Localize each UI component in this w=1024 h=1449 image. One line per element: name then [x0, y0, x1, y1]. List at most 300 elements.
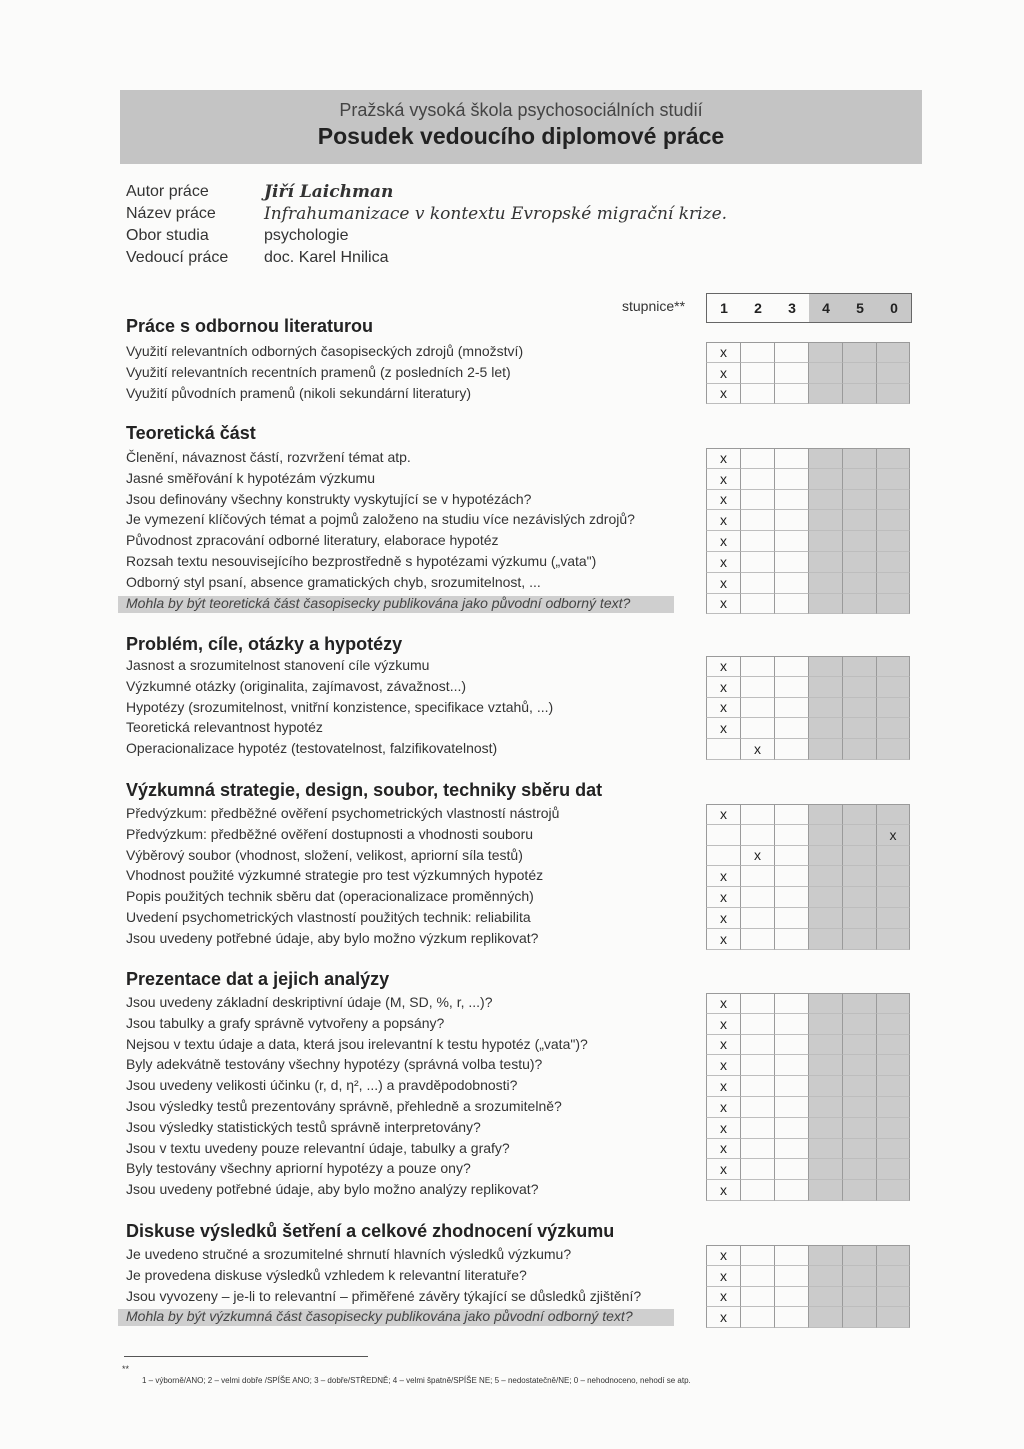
- rating-cells: [706, 594, 910, 615]
- criterion-text: Mohla by být teoretická část časopisecky publikována jako původní odborný text?: [126, 594, 631, 611]
- rating-cell: [842, 594, 876, 615]
- rating-mark: x: [706, 866, 740, 887]
- rating-cell: [842, 1287, 876, 1308]
- rating-cell: [876, 1014, 910, 1035]
- rating-cells: [706, 363, 910, 384]
- rating-cell: [774, 1014, 808, 1035]
- rating-cell: [842, 1097, 876, 1118]
- rating-cell: [740, 1097, 774, 1118]
- rating-cell: [808, 342, 842, 363]
- rating-cell: [740, 384, 774, 405]
- criterion-text: Jasné směřování k hypotézám výzkumu: [126, 469, 375, 486]
- rating-mark: x: [706, 384, 740, 405]
- rating-cell: [740, 1076, 774, 1097]
- rating-cell: [876, 804, 910, 825]
- rating-cells: [706, 1180, 910, 1201]
- document-title: Posudek vedoucího diplomové práce: [317, 123, 725, 149]
- info-row-author: [126, 181, 727, 203]
- rating-cell: [808, 573, 842, 594]
- criterion-row: [126, 342, 926, 363]
- rating-cell: [808, 594, 842, 615]
- rating-cell: [774, 1287, 808, 1308]
- criterion-row: [126, 908, 926, 929]
- rating-mark: x: [876, 825, 910, 846]
- criterion-row: [126, 531, 926, 552]
- rating-mark: x: [706, 908, 740, 929]
- rating-cell: [774, 1097, 808, 1118]
- rating-cell: [842, 908, 876, 929]
- criterion-row: [126, 1014, 926, 1035]
- rating-cell: [876, 1307, 910, 1328]
- rating-cells: [706, 1266, 910, 1287]
- rating-cell: [774, 677, 808, 698]
- rating-cell: [808, 531, 842, 552]
- rating-cell: [876, 866, 910, 887]
- criterion-row: [126, 656, 926, 677]
- rating-cell: [876, 656, 910, 677]
- rating-cell: [740, 929, 774, 950]
- rating-mark: x: [706, 1245, 740, 1266]
- rating-mark: x: [706, 1097, 740, 1118]
- rating-cell: [774, 1118, 808, 1139]
- rating-cells: [706, 825, 910, 846]
- rating-cell: [876, 1159, 910, 1180]
- rating-cell: [876, 594, 910, 615]
- rating-cells: [706, 739, 910, 760]
- rating-cell: [740, 552, 774, 573]
- rating-cells: [706, 887, 910, 908]
- rating-cell: [808, 1118, 842, 1139]
- rating-cells: [706, 342, 910, 363]
- criterion-text: Jsou uvedeny potřebné údaje, aby bylo možno analýzy replikovat?: [126, 1181, 539, 1198]
- rating-cell: [808, 677, 842, 698]
- scale-value: 5: [843, 294, 877, 322]
- rating-mark: x: [706, 490, 740, 511]
- rating-cells: [706, 469, 910, 490]
- criterion-row: [126, 363, 926, 384]
- rating-cell: [740, 448, 774, 469]
- criterion-text: Nejsou v textu údaje a data, která jsou irelevantní k testu hypotéz („vata")?: [126, 1035, 588, 1052]
- rating-cell: [842, 1014, 876, 1035]
- rating-mark: x: [706, 1035, 740, 1056]
- scale-value: 0: [877, 294, 911, 322]
- criteria-list: [126, 1245, 926, 1328]
- rating-cell: [842, 929, 876, 950]
- rating-mark: x: [706, 1307, 740, 1328]
- rating-cell: [808, 1014, 842, 1035]
- rating-cell: [842, 887, 876, 908]
- rating-cell: [808, 384, 842, 405]
- criterion-text: Vhodnost použité výzkumné strategie pro test výzkumných hypotéz: [126, 867, 544, 884]
- criterion-text: Původnost zpracování odborné literatury, elaborace hypotéz: [126, 532, 499, 549]
- rating-cell: [740, 490, 774, 511]
- criterion-text: Využití relevantních odborných časopiseckých zdrojů (množství): [126, 343, 524, 359]
- criterion-text: Jsou uvedeny velikosti účinku (r, d, η², ...) a pravděpodobnosti?: [126, 1077, 518, 1094]
- rating-mark: x: [706, 718, 740, 739]
- section-title: Prezentace dat a jejich analýzy: [126, 969, 390, 989]
- rating-cells: [706, 531, 910, 552]
- rating-cells: [706, 490, 910, 511]
- criterion-text: Odborný styl psaní, absence gramatických chyb, srozumitelnost, ...: [126, 573, 541, 590]
- criteria-list: [126, 804, 926, 950]
- rating-cell: [808, 1139, 842, 1160]
- criterion-text: Jsou definovány všechny konstrukty vyskytující se v hypotézách?: [126, 490, 532, 507]
- rating-cell: [774, 908, 808, 929]
- rating-cell: [774, 594, 808, 615]
- rating-cells: [706, 656, 910, 677]
- rating-cell: [808, 1055, 842, 1076]
- rating-mark: x: [706, 531, 740, 552]
- rating-cell: [740, 342, 774, 363]
- rating-cell: [842, 552, 876, 573]
- rating-cell: [740, 1159, 774, 1180]
- criterion-text: Je uvedeno stručné a srozumitelné shrnutí hlavních výsledků výzkumu?: [126, 1246, 572, 1262]
- rating-cell: [808, 510, 842, 531]
- rating-cell: [808, 739, 842, 760]
- rating-cell: [774, 1266, 808, 1287]
- criterion-text: Jasnost a srozumitelnost stanovení cíle výzkumu: [126, 657, 430, 673]
- rating-cell: [876, 510, 910, 531]
- rating-mark: x: [706, 1118, 740, 1139]
- rating-cell: [876, 1055, 910, 1076]
- rating-cell: [842, 1035, 876, 1056]
- criterion-text: Jsou výsledky statistických testů správně interpretovány?: [126, 1118, 481, 1135]
- criterion-row: [126, 1076, 926, 1097]
- rating-mark: x: [706, 1159, 740, 1180]
- rating-cell: [774, 552, 808, 573]
- rating-cell: [740, 718, 774, 739]
- criterion-text: Operacionalizace hypotéz (testovatelnost, falzifikovatelnost): [126, 740, 498, 757]
- rating-cell: [842, 846, 876, 867]
- criterion-row: [126, 1035, 926, 1056]
- rating-cell: [842, 677, 876, 698]
- rating-cell: [774, 739, 808, 760]
- criteria-list: [126, 448, 926, 614]
- criterion-row: [126, 552, 926, 573]
- rating-cell: [808, 718, 842, 739]
- rating-mark: x: [706, 1287, 740, 1308]
- rating-cell: [774, 363, 808, 384]
- criterion-text: Výzkumné otázky (originalita, zajímavost, závažnost...): [126, 677, 467, 694]
- rating-cell: [876, 552, 910, 573]
- rating-cell: [740, 1055, 774, 1076]
- rating-cell: [876, 490, 910, 511]
- rating-cell: [740, 993, 774, 1014]
- criterion-text: Jsou v textu uvedeny pouze relevantní údaje, tabulky a grafy?: [126, 1139, 510, 1156]
- rating-cell: [774, 1159, 808, 1180]
- rating-cell: [876, 1266, 910, 1287]
- rating-mark: x: [706, 804, 740, 825]
- rating-cell: [808, 908, 842, 929]
- rating-cell: [876, 363, 910, 384]
- info-label: Vedoucí práce: [126, 249, 229, 266]
- criterion-row: [126, 1245, 926, 1266]
- criterion-row: [126, 846, 926, 867]
- rating-cell: [774, 1076, 808, 1097]
- section-title: Teoretická část: [126, 423, 256, 443]
- section-title: Problém, cíle, otázky a hypotézy: [126, 634, 403, 654]
- rating-cell: [876, 573, 910, 594]
- rating-cell: [774, 929, 808, 950]
- criterion-text: Teoretická relevantnost hypotéz: [126, 719, 323, 736]
- criterion-text: Uvedení psychometrických vlastností použitých technik: reliabilita: [126, 908, 531, 925]
- rating-cell: [740, 656, 774, 677]
- criterion-row: [126, 1287, 926, 1308]
- rating-cell: [842, 739, 876, 760]
- criterion-text: Jsou uvedeny základní deskriptivní údaje (M, SD, %, r, ...)?: [126, 994, 493, 1010]
- criterion-row: [126, 866, 926, 887]
- rating-cell: [774, 656, 808, 677]
- rating-cell: [808, 887, 842, 908]
- footnote-divider: [124, 1356, 368, 1357]
- rating-cell: [842, 531, 876, 552]
- info-label: Název práce: [126, 205, 216, 222]
- criterion-text: Jsou tabulky a grafy správně vytvořeny a popsány?: [126, 1014, 445, 1031]
- info-row-field: [126, 225, 727, 247]
- rating-mark: x: [706, 573, 740, 594]
- rating-cell: [808, 1180, 842, 1201]
- section-title: Diskuse výsledků šetření a celkové zhodnocení výzkumu: [126, 1221, 615, 1241]
- rating-cell: [876, 531, 910, 552]
- rating-cell: [842, 342, 876, 363]
- rating-cell: [808, 1287, 842, 1308]
- criterion-row: [126, 718, 926, 739]
- rating-cell: [876, 384, 910, 405]
- rating-cell: [842, 384, 876, 405]
- rating-mark: x: [706, 1055, 740, 1076]
- rating-mark: x: [706, 469, 740, 490]
- rating-cell: [774, 866, 808, 887]
- rating-cell: [740, 908, 774, 929]
- field-of-study: psychologie: [264, 227, 349, 244]
- rating-mark: x: [706, 1180, 740, 1201]
- rating-cell: [808, 929, 842, 950]
- rating-cell: [740, 1014, 774, 1035]
- rating-cell: [808, 1245, 842, 1266]
- criterion-text: Výběrový soubor (vhodnost, složení, velikost, apriorní síla testů): [126, 846, 523, 863]
- rating-cell: [808, 1266, 842, 1287]
- rating-cell: [842, 469, 876, 490]
- rating-mark: x: [706, 552, 740, 573]
- criterion-row: [126, 698, 926, 719]
- rating-cell: [876, 1180, 910, 1201]
- criterion-text: Hypotézy (srozumitelnost, vnitřní konzistence, specifikace vztahů, ...): [126, 698, 554, 715]
- rating-cell: [842, 1159, 876, 1180]
- rating-cell: [876, 1245, 910, 1266]
- rating-cell: [842, 866, 876, 887]
- criteria-list: [126, 342, 926, 404]
- rating-cell: [876, 469, 910, 490]
- rating-cells: [706, 1139, 910, 1160]
- criterion-text: Jsou uvedeny potřebné údaje, aby bylo možno výzkum replikovat?: [126, 929, 539, 946]
- rating-cell: [706, 739, 740, 760]
- criterion-text: Mohla by být výzkumná část časopisecky publikována jako původní odborný text?: [126, 1308, 633, 1325]
- rating-mark: x: [706, 1014, 740, 1035]
- rating-cell: [842, 1076, 876, 1097]
- rating-cell: [740, 469, 774, 490]
- rating-cell: [740, 1266, 774, 1287]
- criterion-row: [126, 510, 926, 531]
- rating-cells: [706, 1118, 910, 1139]
- rating-cells: [706, 1097, 910, 1118]
- rating-cell: [808, 552, 842, 573]
- rating-cell: [808, 1035, 842, 1056]
- scale-value: 4: [809, 294, 843, 322]
- rating-cell: [842, 825, 876, 846]
- rating-cell: [740, 1245, 774, 1266]
- rating-cell: [740, 698, 774, 719]
- rating-cell: [774, 718, 808, 739]
- criterion-text: Je vymezení klíčových témat a pojmů založeno na studiu více nezávislých zdrojů?: [126, 511, 635, 528]
- criterion-text: Využití relevantních recentních pramenů (z posledních 2-5 let): [126, 363, 511, 380]
- rating-cell: [876, 739, 910, 760]
- rating-cell: [842, 1266, 876, 1287]
- footnote-text: 1 – výborně/ANO; 2 – velmi dobře /SPÍŠE ANO; 3 – dobře/STŘEDNĚ; 4 – velmi špatně/SPÍŠE NE; 5 – nedostatečně/NE; 0 – nehodnoceno, nehodí se atp.: [142, 1376, 691, 1385]
- info-label: Autor práce: [126, 183, 209, 200]
- rating-cell: [740, 1287, 774, 1308]
- rating-cell: [740, 594, 774, 615]
- rating-cell: [740, 531, 774, 552]
- rating-cell: [774, 1035, 808, 1056]
- rating-cell: [774, 573, 808, 594]
- criterion-row: [126, 825, 926, 846]
- criterion-row: [126, 993, 926, 1014]
- rating-cell: [808, 1159, 842, 1180]
- criterion-row: [126, 448, 926, 469]
- rating-cell: [842, 1307, 876, 1328]
- rating-cells: [706, 1159, 910, 1180]
- rating-cell: [774, 448, 808, 469]
- rating-cell: [876, 846, 910, 867]
- criterion-text: Členění, návaznost částí, rozvržení témat atp.: [126, 449, 411, 465]
- info-row-supervisor: [126, 247, 727, 269]
- criterion-row: [126, 573, 926, 594]
- rating-mark: x: [706, 698, 740, 719]
- rating-cells: [706, 448, 910, 469]
- rating-cell: [876, 342, 910, 363]
- rating-cell: [876, 1097, 910, 1118]
- rating-cell: [740, 573, 774, 594]
- rating-cell: [876, 448, 910, 469]
- rating-cell: [706, 825, 740, 846]
- supervisor-name: doc. Karel Hnilica: [264, 249, 389, 266]
- criterion-text: Využití původních pramenů (nikoli sekundární literatury): [126, 384, 471, 401]
- rating-cells: [706, 929, 910, 950]
- rating-cells: [706, 908, 910, 929]
- rating-cells: [706, 804, 910, 825]
- rating-cell: [808, 1076, 842, 1097]
- rating-cells: [706, 1035, 910, 1056]
- rating-cell: [774, 993, 808, 1014]
- rating-cell: [740, 866, 774, 887]
- rating-cell: [842, 1245, 876, 1266]
- rating-cells: [706, 510, 910, 531]
- criterion-row: [126, 1097, 926, 1118]
- criterion-row: [126, 1180, 926, 1201]
- scale-value: 3: [788, 300, 796, 316]
- scale-value: 1: [720, 300, 728, 316]
- rating-cell: [808, 846, 842, 867]
- document-header: [120, 90, 922, 164]
- rating-cell: [808, 825, 842, 846]
- rating-mark: x: [706, 993, 740, 1014]
- rating-cell: [876, 677, 910, 698]
- rating-cell: [740, 1118, 774, 1139]
- rating-mark: x: [706, 656, 740, 677]
- rating-cell: [774, 846, 808, 867]
- rating-cells: [706, 846, 910, 867]
- rating-cell: [808, 490, 842, 511]
- rating-cell: [774, 469, 808, 490]
- rating-cell: [842, 804, 876, 825]
- rating-mark: x: [706, 1076, 740, 1097]
- rating-cell: [808, 1307, 842, 1328]
- rating-cells: [706, 1076, 910, 1097]
- rating-cell: [774, 490, 808, 511]
- criterion-row: [126, 739, 926, 760]
- rating-cell: [774, 1307, 808, 1328]
- rating-mark: x: [706, 363, 740, 384]
- rating-mark: x: [706, 887, 740, 908]
- rating-cell: [842, 698, 876, 719]
- scale-label: stupnice**: [622, 298, 686, 314]
- rating-cell: [876, 1139, 910, 1160]
- criterion-row: [126, 1307, 926, 1328]
- rating-cell: [808, 993, 842, 1014]
- criterion-row: [126, 469, 926, 490]
- rating-cell: [842, 490, 876, 511]
- rating-cell: [740, 677, 774, 698]
- info-row-title: [126, 203, 727, 225]
- criterion-text: Jsou vyvozeny – je-li to relevantní – přiměřené závěry týkající se důsledků zjištění?: [126, 1287, 642, 1304]
- rating-mark: x: [706, 448, 740, 469]
- rating-cells: [706, 573, 910, 594]
- rating-cells: [706, 552, 910, 573]
- section-title: Výzkumná strategie, design, soubor, techniky sběru dat: [126, 780, 603, 800]
- rating-cell: [842, 363, 876, 384]
- rating-cell: [876, 993, 910, 1014]
- rating-cells: [706, 1055, 910, 1076]
- rating-cell: [774, 825, 808, 846]
- scale-header: [706, 293, 912, 323]
- rating-cell: [808, 1097, 842, 1118]
- rating-cells: [706, 1245, 910, 1266]
- criterion-text: Je provedena diskuse výsledků vzhledem k relevantní literatuře?: [126, 1266, 527, 1283]
- rating-mark: x: [740, 739, 774, 760]
- rating-cell: [740, 804, 774, 825]
- criteria-list: [126, 993, 926, 1201]
- rating-cell: [774, 531, 808, 552]
- rating-cell: [842, 993, 876, 1014]
- rating-cell: [842, 656, 876, 677]
- rating-cell: [774, 1139, 808, 1160]
- rating-cells: [706, 1307, 910, 1328]
- rating-cell: [774, 342, 808, 363]
- rating-cell: [808, 804, 842, 825]
- rating-cell: [808, 448, 842, 469]
- rating-cells: [706, 993, 910, 1014]
- thesis-info: [126, 181, 727, 269]
- scale-value: 2: [754, 300, 762, 316]
- thesis-title: Infrahumanizace v kontextu Evropské migrační krize.: [264, 204, 728, 224]
- criterion-text: Předvýzkum: předběžné ověření dostupnosti a vhodnosti souboru: [126, 825, 534, 842]
- rating-cell: [740, 363, 774, 384]
- rating-cell: [876, 698, 910, 719]
- rating-cell: [774, 1245, 808, 1266]
- rating-cell: [740, 510, 774, 531]
- rating-cell: [774, 1180, 808, 1201]
- rating-mark: x: [706, 1139, 740, 1160]
